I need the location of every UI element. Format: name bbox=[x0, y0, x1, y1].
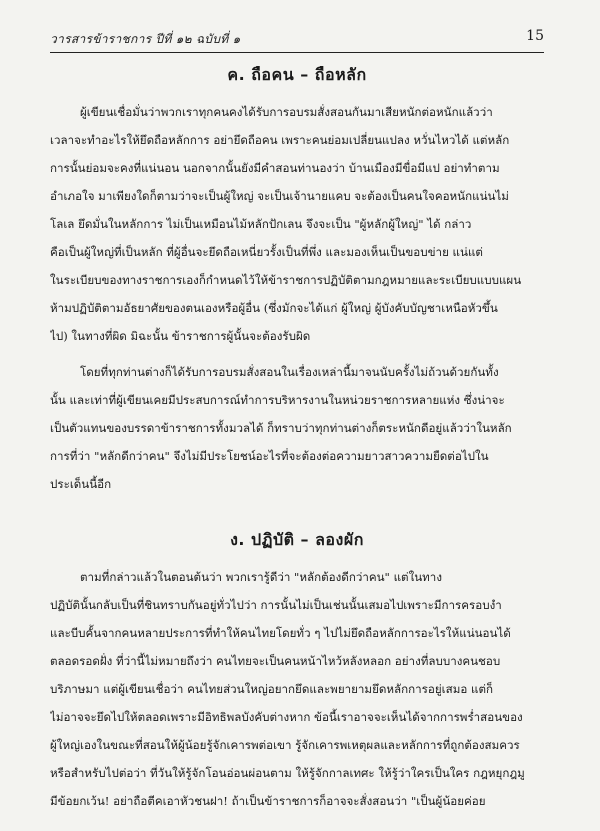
text-line: ในระเบียบของทางราชการเองก็กำหนดไว้ให้ข้าราชการปฏิบัติตามกฎหมายและระเบียบแบบแผน bbox=[50, 273, 522, 287]
text-line: ตามที่กล่าวแล้วในตอนต้นว่า พวกเรารู้ดีว่า "หลักต้องดีกว่าคน" แต่ในทาง bbox=[80, 570, 442, 584]
text-line: นั้น และเท่าที่ผู้เขียนเคยมีประสบการณ์ทำการบริหารงานในหน่วยราชการหลายแห่ง ซึ่งน่าจะ bbox=[50, 393, 505, 407]
text-line: เวลาจะทำอะไรให้ยึดถือหลักการ อย่ายึดถือคน เพราะคนย่อมเปลี่ยนแปลง หวั่นไหวได้ แต่หลัก bbox=[50, 133, 510, 147]
body-paragraph bbox=[50, 563, 544, 815]
header-rule bbox=[50, 52, 544, 53]
text-line: ปฏิบัตินั้นกลับเป็นที่ชินทราบกันอยู่ทั่วไปว่า การนั้นไม่เป็นเช่นนั้นเสมอไปเพราะมีการครอบงำ bbox=[50, 598, 502, 612]
text-line: ไม่อาจจะยึดไปให้ตลอดเพราะมีอิทธิพลบังคับต่างหาก ข้อนี้เราอาจจะเห็นได้จากการพร่ำสอนของ bbox=[50, 710, 523, 724]
text-line: คือเป็นผู้ใหญ่ที่เป็นหลัก ที่ผู้อื่นจะยึดถือเหนี่ยวรั้งเป็นที่พึ่ง และมองเห็นเป็นขอบข่าย แน่แต่ bbox=[50, 245, 483, 259]
journal-title: วารสารข้าราชการ ปีที่ ๑๒ ฉบับที่ ๑ bbox=[50, 32, 241, 46]
text-line: โดยที่ทุกท่านต่างก็ได้รับการอบรมสั่งสอนในเรื่องเหล่านี้มาจนนับครั้งไม่ถ้วนด้วยกันทั้ง bbox=[80, 365, 499, 379]
text-line: อำเภอใจ มาเพียงใดก็ตามว่าจะเป็นผู้ใหญ่ จะเป็นเจ้านายแคบ จะต้องเป็นคนใจคอหนักแน่นไม่ bbox=[50, 189, 509, 203]
text-line: หรือสำหรับไปต่อว่า ที่วันให้รู้จักโอนอ่อนผ่อนตาม ให้รู้จักกาลเทศะ ให้รู้ว่าใครเป็นใคร กฎหยุกฎมู bbox=[50, 766, 525, 780]
text-line: ไป) ในทางที่ผิด มิฉะนั้น ข้าราชการผู้นั้นจะต้องรับผิด bbox=[50, 329, 311, 343]
text-line: โลเล ยึดมั่นในหลักการ ไม่เป็นเหมือนไม้หลักปักเลน จึงจะเป็น "ผู้หลักผู้ใหญ่" ได้ กล่าว bbox=[50, 217, 472, 231]
text-line: การนั้นย่อมจะคงที่แน่นอน นอกจากนั้นยังมีคำสอนท่านองว่า บ้านเมืองมีขื่อมีแป อย่าทำตาม bbox=[50, 161, 500, 175]
text-line: การที่ว่า "หลักดีกว่าคน" จึงไม่มีประโยชน์อะไรที่จะต้องต่อความยาวสาวความยืดต่อไปใน bbox=[50, 449, 489, 463]
page-number: 15 bbox=[526, 28, 544, 44]
section-heading-d: ง. ปฏิบัติ – ลองผัก bbox=[230, 530, 364, 549]
section-heading-c: ค. ถือคน – ถือหลัก bbox=[227, 65, 367, 84]
text-line: ผู้เขียนเชื่อมั่นว่าพวกเราทุกคนคงได้รับการอบรมสั่งสอนกันมาเสียหนักต่อหนักแล้วว่า bbox=[80, 105, 493, 119]
body-paragraph bbox=[50, 358, 544, 498]
text-line: เป็นตัวแทนของบรรดาข้าราชการทั้งมวลได้ ก็ทราบว่าทุกท่านต่างก็ตระหนักดีอยู่แล้วว่าในหลัก bbox=[50, 421, 512, 435]
text-line: ตลอดรอดฝั่ง ที่ว่านี้ไม่หมายถึงว่า คนไทยจะเป็นคนหน้าไหว้หลังหลอก อย่างที่ลบบางคนชอบ bbox=[50, 654, 501, 668]
text-line: ประเด็นนี้อีก bbox=[50, 477, 112, 491]
text-line: บริภาษมา แต่ผู้เขียนเชื่อว่า คนไทยส่วนใหญ่อยากยึดและพยายามยึดหลักการอยู่เสมอ แต่ก็ bbox=[50, 682, 494, 696]
text-line: ผู้ใหญ่เองในขณะที่สอนให้ผู้น้อยรู้จักเคารพต่อเขา รู้จักเคารพเหตุผลและหลักการที่ถูกต้องสมควร bbox=[50, 738, 520, 752]
body-paragraph bbox=[50, 98, 544, 350]
text-line: ห้ามปฏิบัติตามอัธยาศัยของตนเองหรือผู้อื่น (ซึ่งมักจะได้แก่ ผู้ใหญ่ ผู้บังคับบัญชาเหนือหัวขึ้น bbox=[50, 301, 498, 315]
text-line: มีข้อยกเว้น! อย่าถือตีคเอาหัวชนฝา! ถ้าเป็นข้าราชการก็อาจจะสั่งสอนว่า "เป็นผู้น้อยค่อย bbox=[50, 794, 486, 808]
text-line: และบีบคั้นจากคนหลายประการที่ทำให้คนไทยโดยทั่ว ๆ ไปไม่ยึดถือหลักการอะไรให้แน่นอนได้ bbox=[50, 626, 511, 640]
running-header bbox=[50, 28, 544, 52]
